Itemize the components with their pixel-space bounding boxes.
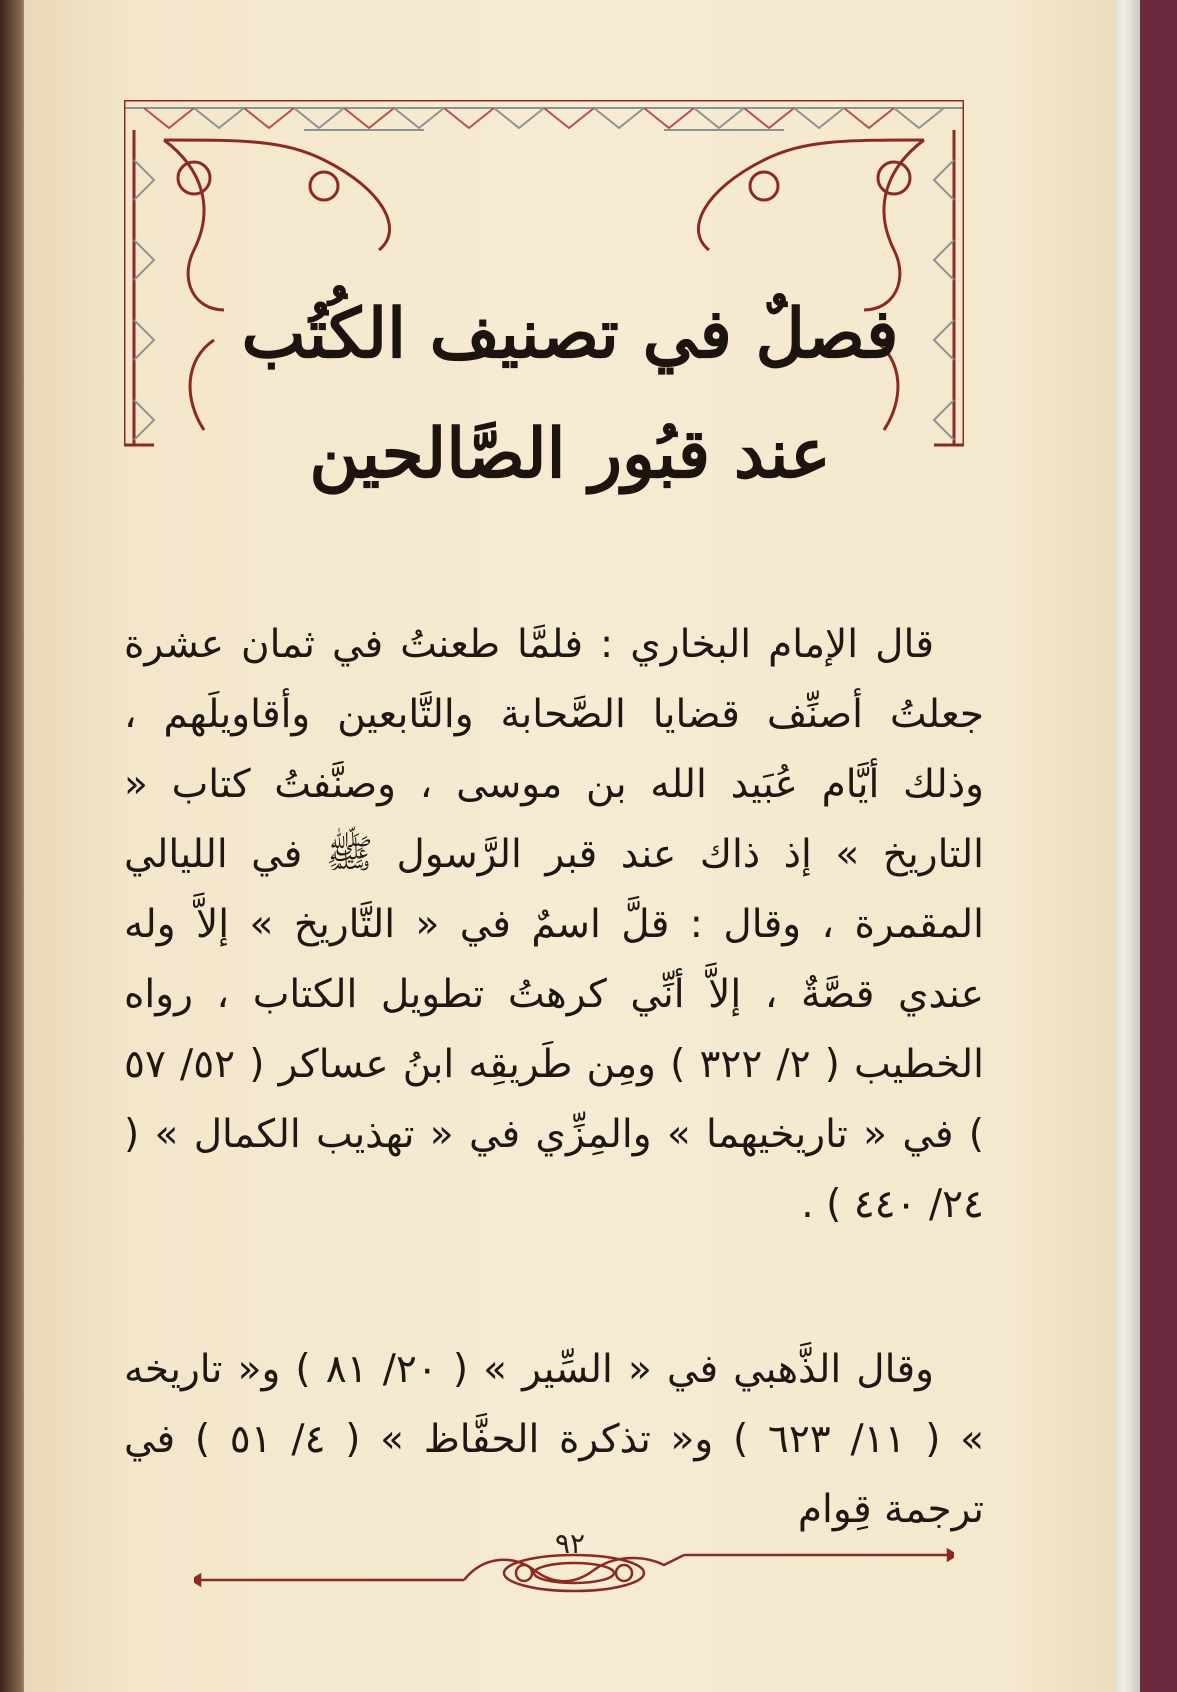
book-page bbox=[24, 0, 1116, 1692]
page-stack-edge bbox=[1112, 0, 1140, 1692]
body-paragraph-2: وقال الذَّهبي في « السِّير » ( ٢٠/ ٨١ ) و« تاريخه » ( ١١/ ٦٢٣ ) و« تذكرة الحفَّاظ » ( ٤/ ٥١ ) في ترجمة قِوام bbox=[124, 1347, 984, 1532]
page-number: ٩٢ bbox=[554, 1527, 586, 1560]
chapter-title-line-2: عند قبُور الصَّالحين bbox=[309, 414, 831, 494]
chapter-title-line-1: فصلٌ في تصنيف الكُتُب bbox=[241, 294, 899, 374]
body-paragraph-1: قال الإمام البخاري : فلمَّا طعنتُ في ثمان عشرة جعلتُ أصنِّف قضايا الصَّحابة والتَّابعين وأقاويلَهم ، وذلك أيَّام عُبَيد الله بن موسى ، وصنَّفتُ كتاب « التاريخ » إذ ذاك عند قبر الرَّسول ﷺ في الليالي المقمرة ، وقال : قلَّ اسمٌ في « التَّاريخ » إلاَّ وله عندي قصَّةٌ ، إلاَّ أنِّي كرهتُ تطويل الكتاب ، رواه الخطيب ( ٢/ ٣٢٢ ) ومِن طَريقِه ابنُ عساكر ( ٥٢/ ٥٧ ) في « تاريخيهما » والمِزِّي في « تهذيب الكمال » ( ٢٤/ ٤٤٠ ) . bbox=[124, 622, 984, 1227]
